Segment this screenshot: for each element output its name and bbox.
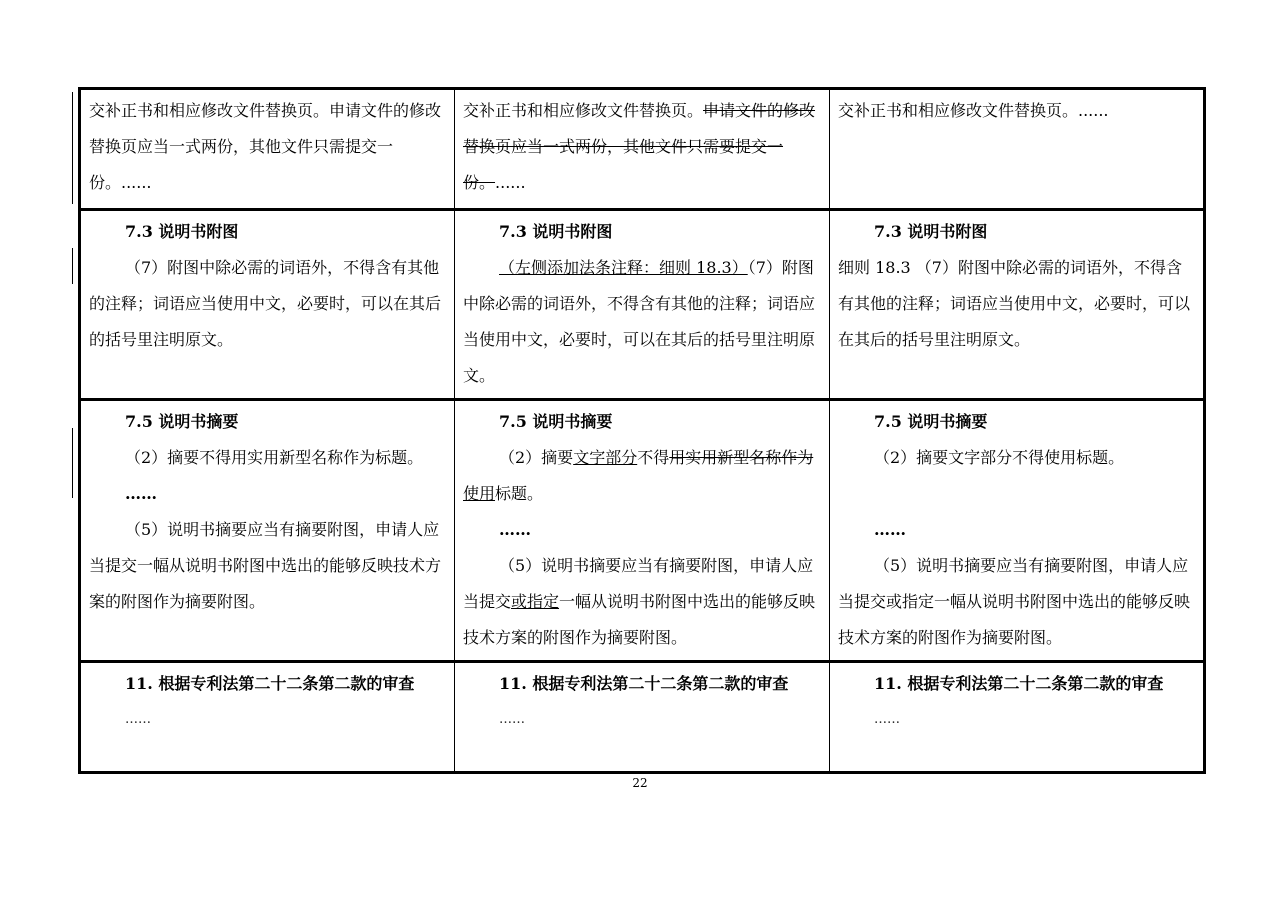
change-bar-1 (72, 92, 73, 204)
revised-clean-cell (830, 400, 1205, 662)
section-heading: 11. 根据专利法第二十二条第二款的审查 (125, 674, 415, 693)
kept-text: （2）摘要 (499, 448, 574, 467)
original-paragraph: （5）说明书摘要应当有摘要附图，申请人应当提交一幅从说明书附图中选出的能够反映技术方案的附图作为摘要附图。 (89, 520, 442, 611)
kept-text: （5）说明书摘要应当有摘要附图，申请人应当提交 (463, 556, 814, 611)
section-heading: 7.5 说明书摘要 (499, 412, 613, 431)
change-bar-2 (72, 248, 73, 284)
revised-markup-cell (455, 400, 830, 662)
clean-paragraph: 细则 18.3 （7）附图中除必需的词语外，不得含有其他的注释；词语应当使用中文，必要时，可以在其后的括号里注明原文。 (838, 258, 1191, 349)
inserted-text: 或指定 (511, 592, 560, 611)
section-heading: 7.5 说明书摘要 (874, 412, 988, 431)
revised-paragraph (463, 440, 821, 512)
deleted-text: 申请文件的修改替换页应当一式两份，其他文件只需要提交一份。 (463, 101, 816, 192)
original-paragraph: 交补正书和相应修改文件替换页。申请文件的修改替换页应当一式两份，其他文件只需提交一份。...... (89, 101, 442, 192)
ellipsis: …… (125, 712, 151, 727)
table-row (80, 662, 1205, 773)
kept-text: 交补正书和相应修改文件替换页。 (463, 101, 704, 120)
section-heading: 7.3 说明书附图 (125, 222, 239, 241)
original-text-cell (80, 662, 455, 773)
original-text-cell (80, 89, 455, 210)
deleted-text: 用实用新型名称作为 (669, 448, 814, 467)
kept-text: 标题。 (495, 484, 544, 503)
clean-paragraph: （5）说明书摘要应当有摘要附图，申请人应当提交或指定一幅从说明书附图中选出的能够反映技术方案的附图作为摘要附图。 (838, 556, 1191, 647)
section-heading: 7.5 说明书摘要 (125, 412, 239, 431)
original-paragraph: （2）摘要不得用实用新型名称作为标题。 (125, 448, 424, 467)
kept-text: （7）附图中除必需的词语外，不得含有其他的注释；词语应当使用中文，必要时，可以在其后的括号里注明原文。 (463, 258, 816, 385)
revised-clean-cell (830, 89, 1205, 210)
change-bar-3 (72, 428, 73, 498)
revised-markup-cell (455, 89, 830, 210)
ellipsis: …… (499, 712, 525, 727)
table-row (80, 400, 1205, 662)
original-text-cell (80, 210, 455, 400)
inserted-text: 使用 (463, 484, 496, 503)
page-number: 22 (632, 776, 648, 790)
revised-markup-cell (455, 662, 830, 773)
kept-text: 不得 (637, 448, 670, 467)
table-row (80, 89, 1205, 210)
revised-paragraph (463, 548, 821, 656)
section-heading: 11. 根据专利法第二十二条第二款的审查 (874, 674, 1164, 693)
revised-markup-cell (455, 210, 830, 400)
original-text-cell (80, 400, 455, 662)
inserted-annotation: （左侧添加法条注释：细则 18.3） (499, 258, 748, 277)
section-heading: 7.3 说明书附图 (874, 222, 988, 241)
clean-paragraph: 交补正书和相应修改文件替换页。...... (838, 101, 1109, 120)
revised-clean-cell (830, 210, 1205, 400)
section-heading: 11. 根据专利法第二十二条第二款的审查 (499, 674, 789, 693)
kept-text: ...... (495, 173, 526, 192)
clean-paragraph: （2）摘要文字部分不得使用标题。 (874, 448, 1125, 467)
spacer (838, 476, 1195, 512)
inserted-text: 文字部分 (573, 448, 638, 467)
ellipsis: …… (499, 520, 531, 539)
kept-text: 一幅从说明书附图中选出的能够反映技术方案的附图作为摘要附图。 (463, 592, 816, 647)
table-row (80, 210, 1205, 400)
ellipsis: …… (125, 484, 157, 503)
section-heading: 7.3 说明书附图 (499, 222, 613, 241)
ellipsis: …… (874, 520, 906, 539)
original-paragraph: （7）附图中除必需的词语外，不得含有其他的注释；词语应当使用中文，必要时，可以在其后的括号里注明原文。 (89, 258, 442, 349)
ellipsis: …… (874, 712, 900, 727)
revised-clean-cell (830, 662, 1205, 773)
comparison-table (78, 87, 1206, 774)
revised-paragraph (463, 250, 821, 394)
